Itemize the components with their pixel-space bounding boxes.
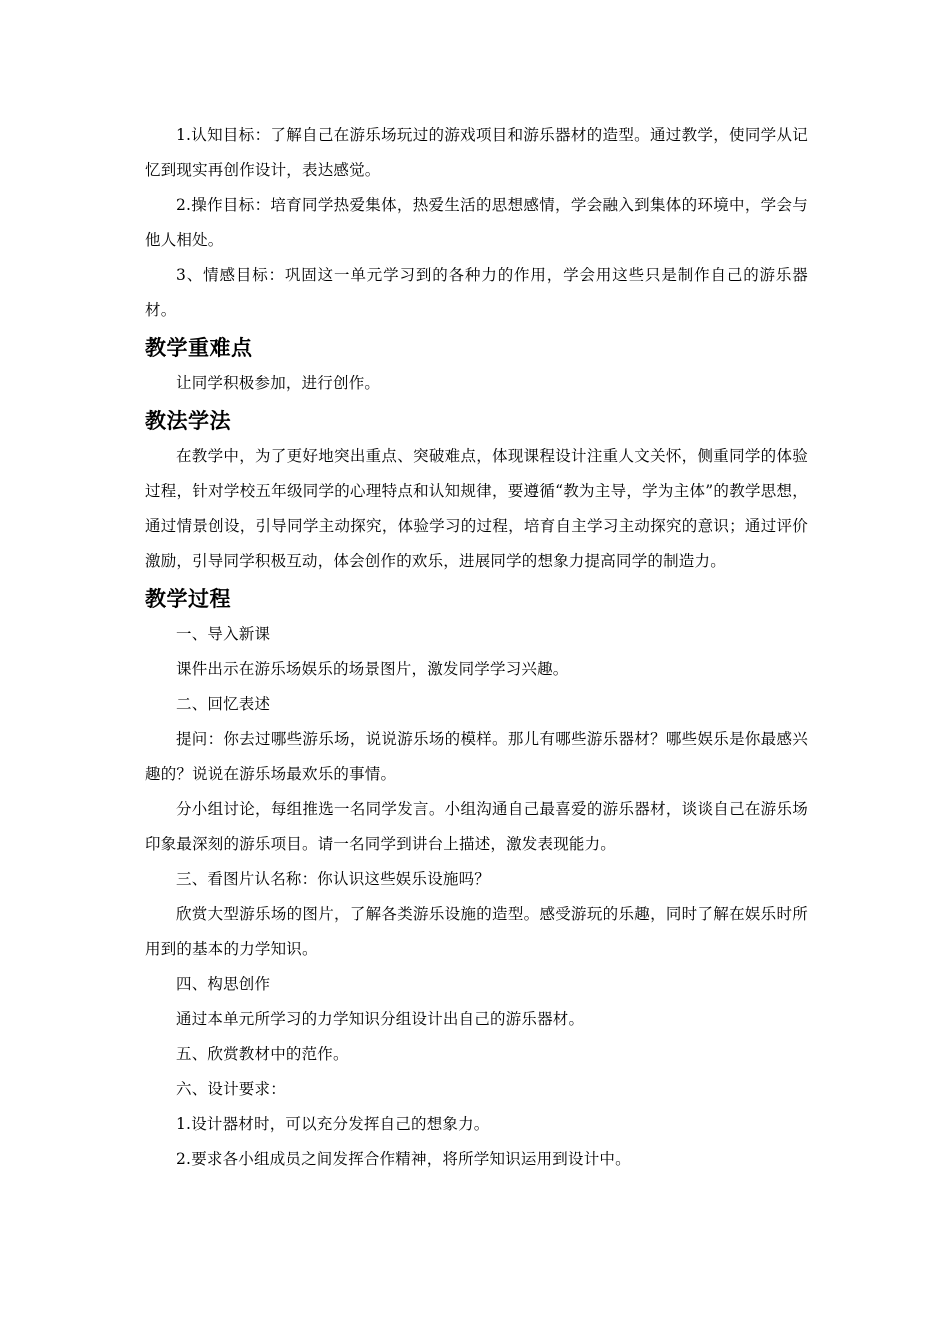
- heading-methods: 教法学法: [145, 409, 231, 433]
- process-item: 一、导入新课: [176, 625, 271, 643]
- heading-key-points: 教学重难点: [145, 336, 253, 360]
- document-page: [145, 118, 808, 1177]
- objective-cognitive: 1.认知目标：了解自己在游乐场玩过的游戏项目和游乐器材的造型。通过教学，使同学从记忆到现实再创作设计，表达感觉。: [145, 126, 808, 179]
- methods-text: 在教学中，为了更好地突出重点、突破难点，体现课程设计注重人文关怀，侧重同学的体验过程，针对学校五年级同学的心理特点和认知规律，要遵循“教为主导，学为主体”的教学思想，通过情景创设，引导同学主动探究，体验学习的过程，培育自主学习主动探究的意识；通过评价激励，引导同学积极互动，体会创作的欢乐，进展同学的想象力提高同学的制造力。: [145, 447, 808, 570]
- process-item: 三、看图片认名称：你认识这些娱乐设施吗？: [176, 870, 491, 888]
- process-item: 欣赏大型游乐场的图片，了解各类游乐设施的造型。感受游玩的乐趣，同时了解在娱乐时所用到的基本的力学知识。: [145, 905, 808, 958]
- process-item: 五、欣赏教材中的范作。: [176, 1045, 349, 1063]
- process-item: 通过本单元所学习的力学知识分组设计出自己的游乐器材。: [176, 1010, 585, 1028]
- key-points-text: 让同学积极参加，进行创作。: [176, 374, 381, 392]
- objective-operational: 2.操作目标：培育同学热爱集体，热爱生活的思想感情，学会融入到集体的环境中，学会与他人相处。: [145, 196, 808, 249]
- process-item: 四、构思创作: [176, 975, 271, 993]
- process-item: 课件出示在游乐场娱乐的场景图片，激发同学学习兴趣。: [176, 660, 569, 678]
- process-item: 分小组讨论，每组推选一名同学发言。小组沟通自己最喜爱的游乐器材，谈谈自己在游乐场印象最深刻的游乐项目。请一名同学到讲台上描述，激发表现能力。: [145, 800, 808, 853]
- process-item: 提问：你去过哪些游乐场，说说游乐场的模样。那儿有哪些游乐器材？哪些娱乐是你最感兴趣的？说说在游乐场最欢乐的事情。: [145, 730, 808, 783]
- heading-process: 教学过程: [145, 587, 231, 611]
- process-item: 六、设计要求：: [176, 1080, 286, 1098]
- process-item: 1.设计器材时，可以充分发挥自己的想象力。: [176, 1115, 490, 1133]
- process-item: 二、回忆表述: [176, 695, 271, 713]
- process-item: 2.要求各小组成员之间发挥合作精神，将所学知识运用到设计中。: [176, 1150, 631, 1168]
- objective-emotional: 3、情感目标：巩固这一单元学习到的各种力的作用，学会用这些只是制作自己的游乐器材。: [145, 266, 808, 319]
